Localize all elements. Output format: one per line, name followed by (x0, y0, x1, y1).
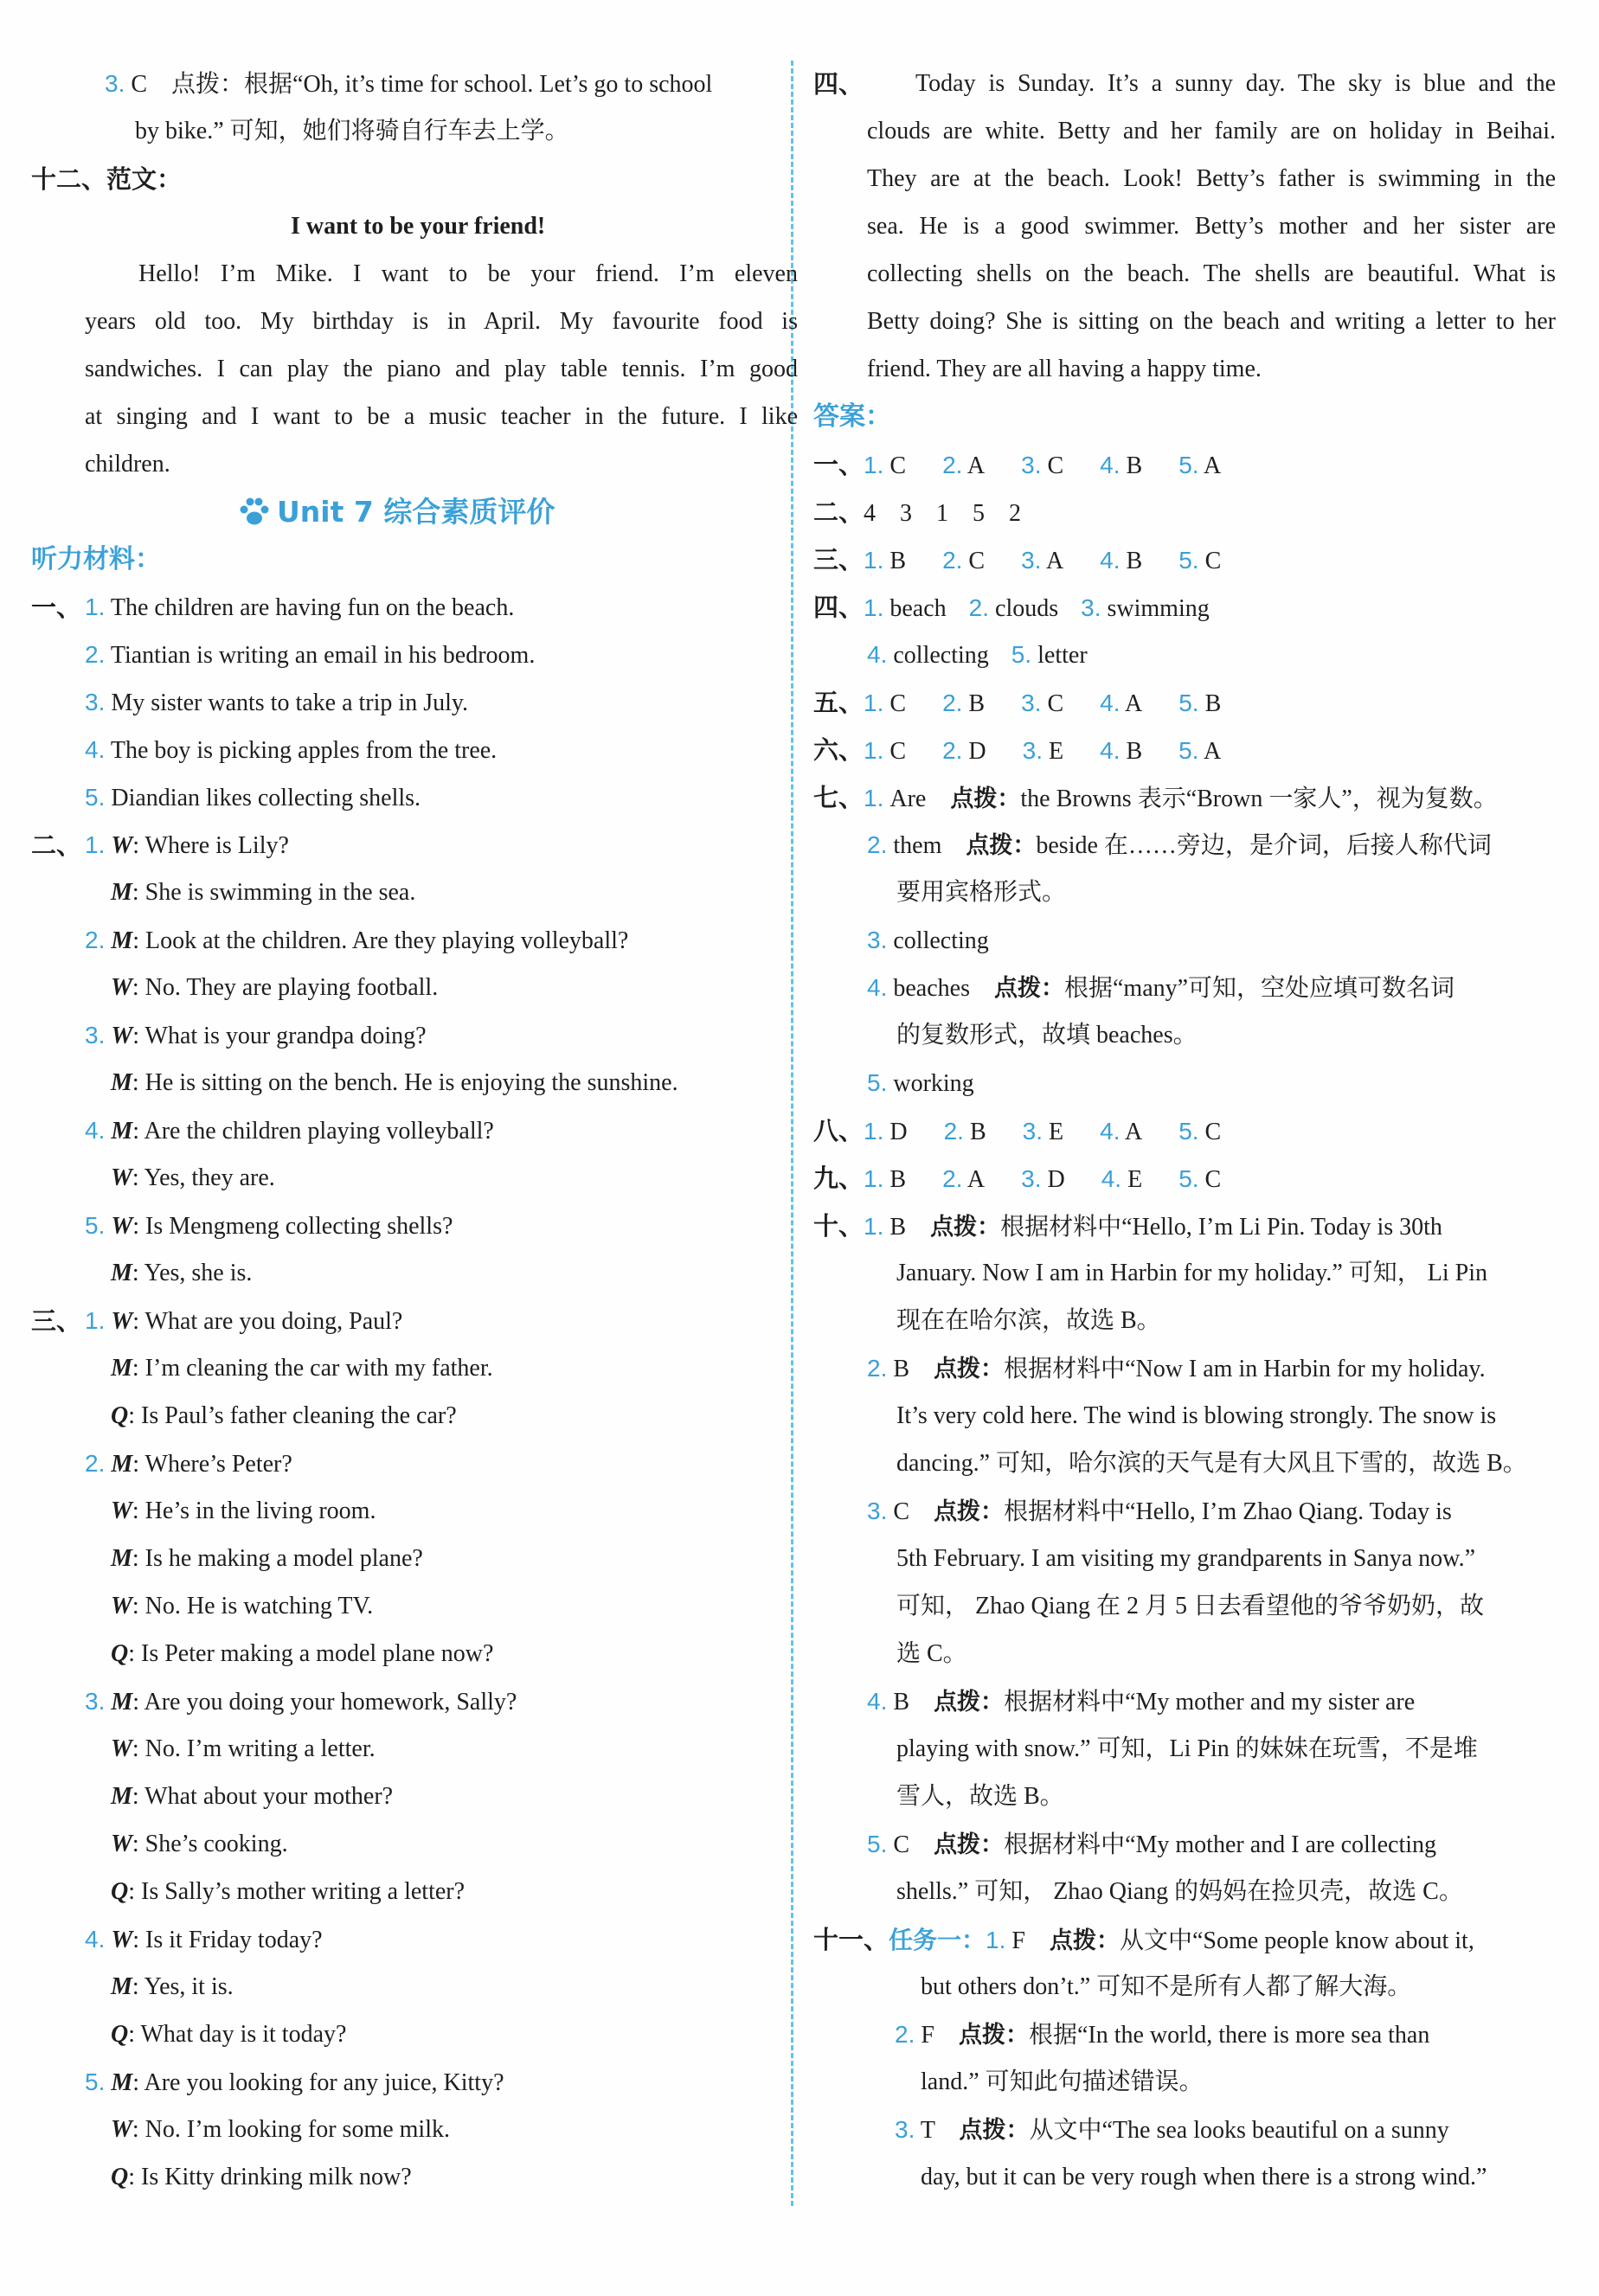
dialogue-line: 3. M: Are you doing your homework, Sally? (85, 1688, 517, 1716)
answer-row: 2. B 点拨：根据材料中“Now I am in Harbin for my holiday. (867, 1355, 1486, 1382)
answer-line: dancing.” 可知，哈尔滨的天气是有大风且下雪的，故选 B。 (896, 1450, 1527, 1477)
dialogue-line: Q: Is Kitty drinking milk now? (111, 2164, 412, 2190)
answer-row: 五、1. C 2. B 3. C 4. A 5. B (813, 688, 1222, 717)
essay-title: I want to be your friend! (291, 213, 546, 240)
answer-row: 4. beaches 点拨：根据“many”可知，空处应填可数名词 (867, 974, 1455, 1002)
answers-title: 答案： (813, 401, 891, 432)
section-label: 三、 (31, 1306, 82, 1336)
answer-text: C 点拨：根据“Oh, it’s time for school. Let’s go to school (131, 71, 713, 98)
answer-line: 选 C。 (896, 1640, 967, 1667)
list-item: 1. The children are having fun on the beach. (85, 593, 515, 621)
passage-line: friend. They are all having a happy time. (867, 356, 1262, 382)
dialogue-line: M: I’m cleaning the car with my father. (111, 1355, 493, 1382)
answer-row: 5. C 点拨：根据材料中“My mother and I are collecting (867, 1831, 1437, 1858)
dialogue-line: M: What about your mother? (111, 1783, 394, 1810)
answer-row: 4. collecting 5. letter (867, 641, 1088, 669)
dialogue-line: 3. W: What is your grandpa doing? (85, 1022, 427, 1049)
answer-row: 2. F 点拨：根据“In the world, there is more sea than (895, 2021, 1430, 2049)
answer-line: 可知， Zhao Qiang 在 2 月 5 日去看望他的爷爷奶奶，故 (896, 1593, 1484, 1619)
answer-row: 3. collecting (867, 927, 989, 954)
answer-line: 5th February. I am visiting my grandparents in Sanya now.” (896, 1545, 1476, 1572)
essay-line: children. (85, 451, 170, 478)
dialogue-line: 4. M: Are the children playing volleyball? (85, 1117, 494, 1145)
answer-line: playing with snow.” 可知，Li Pin 的妹妹在玩雪，不是堆 (896, 1735, 1478, 1762)
answer-line: 要用宾格形式。 (896, 879, 1067, 906)
essay-line: sandwiches. I can play the piano and play table tennis. I’m good (85, 356, 798, 382)
passage-line: Today is Sunday. It’s a sunny day. The sky is blue and the (915, 70, 1556, 97)
dialogue-line: Q: What day is it today? (111, 2021, 347, 2048)
answer-line: It’s very cold here. The wind is blowing strongly. The snow is (896, 1402, 1497, 1429)
answer-line: day, but it can be very rough when there is a strong wind.” (921, 2164, 1487, 2190)
answer-row: 5. working (867, 1069, 974, 1097)
answer-line: but others don’t.” 可知不是所有人都了解大海。 (921, 1973, 1412, 2000)
dialogue-line: W: No. I’m looking for some milk. (111, 2116, 450, 2143)
dialogue-line: 5. W: Is Mengmeng collecting shells? (85, 1212, 453, 1240)
answer-row: 二、4 3 1 5 2 (813, 497, 1022, 527)
dialogue-line: 1. W: What are you doing, Paul? (85, 1307, 403, 1335)
dialogue-line: W: No. He is watching TV. (111, 1593, 374, 1619)
essay-line: Hello! I’m Mike. I want to be your friend. I’m eleven (138, 260, 798, 287)
answer-row: 四、1. beach 2. clouds 3. swimming (813, 593, 1210, 622)
answer-line: January. Now I am in Harbin for my holiday.” 可知， Li Pin (896, 1260, 1488, 1286)
dialogue-line: W: No. I’m writing a letter. (111, 1735, 376, 1762)
dialogue-line: 2. M: Look at the children. Are they playing volleyball? (85, 927, 629, 954)
answer-line: 的复数形式，故填 beaches。 (896, 1022, 1198, 1049)
answer-row: 十、1. B 点拨：根据材料中“Hello, I’m Li Pin. Today is 30th (813, 1211, 1442, 1241)
dialogue-line: M: Yes, she is. (111, 1260, 253, 1286)
section-label: 一、 (31, 593, 82, 622)
answer-row: 三、1. B 2. C 3. A 4. B 5. C (813, 545, 1222, 574)
answer-row: 十一、任务一：1. F 点拨：从文中“Some people know about it, (813, 1925, 1474, 1954)
answer-line: 雪人，故选 B。 (896, 1783, 1064, 1810)
answer-row: 4. B 点拨：根据材料中“My mother and my sister are (867, 1688, 1416, 1716)
section-label: 二、 (31, 831, 82, 860)
dialogue-line: W: No. They are playing football. (111, 974, 439, 1001)
answer-line: by bike.” 可知，她们将骑自行车去上学。 (135, 118, 569, 144)
dialogue-line: 4. W: Is it Friday today? (85, 1926, 323, 1953)
dialogue-line: M: Is he making a model plane? (111, 1545, 423, 1572)
list-item: 4. The boy is picking apples from the tree. (85, 736, 498, 764)
answer-line: 现在在哈尔滨，故选 B。 (896, 1307, 1161, 1334)
dialogue-line: 1. W: Where is Lily? (85, 831, 289, 859)
list-item: 5. Diandian likes collecting shells. (85, 784, 421, 811)
answer-row: 2. them 点拨：beside 在……旁边，是介词，后接人称代词 (867, 831, 1492, 859)
essay-line: at singing and I want to be a music teacher in the future. I like (85, 403, 798, 430)
passage-line: collecting shells on the beach. The shells are beautiful. What is (867, 260, 1556, 287)
passage-line: clouds are white. Betty and her family are on holiday in Beihai. (867, 118, 1556, 144)
dialogue-line: W: He’s in the living room. (111, 1498, 376, 1524)
answer-row: 3. C 点拨：根据材料中“Hello, I’m Zhao Qiang. Today is (867, 1498, 1452, 1525)
section-label: 四、 (813, 69, 864, 99)
paw-icon (239, 497, 270, 526)
answer-line: shells.” 可知， Zhao Qiang 的妈妈在捡贝壳，故选 C。 (896, 1878, 1463, 1905)
passage-line: Betty doing? She is sitting on the beach and writing a letter to her (867, 308, 1556, 335)
list-item: 2. Tiantian is writing an email in his bedroom. (85, 641, 536, 669)
list-item: 3. My sister wants to take a trip in July. (85, 689, 469, 716)
dialogue-line: M: She is swimming in the sea. (111, 879, 416, 906)
answer-row: 六、1. C 2. D 3. E 4. B 5. A (813, 735, 1222, 765)
dialogue-line: 5. M: Are you looking for any juice, Kitty? (85, 2068, 504, 2096)
dialogue-line: M: Yes, it is. (111, 1973, 234, 2000)
answer-row: 九、1. B 2. A 3. D 4. E 5. C (813, 1164, 1222, 1193)
passage-line: They are at the beach. Look! Betty’s father is swimming in the (867, 165, 1556, 192)
section-title: 听力材料： (31, 544, 161, 574)
dialogue-line: Q: Is Peter making a model plane now? (111, 1640, 494, 1667)
answer-line: land.” 可知此句描述错误。 (921, 2068, 1204, 2095)
answer-row: 一、1. C 2. A 3. C 4. B 5. A (813, 450, 1222, 479)
dialogue-line: 2. M: Where’s Peter? (85, 1450, 292, 1478)
dialogue-line: Q: Is Sally’s mother writing a letter? (111, 1878, 466, 1905)
dialogue-line: M: He is sitting on the bench. He is enjoying the sunshine. (111, 1069, 678, 1096)
answer-row: 七、1. Are 点拨：the Browns 表示“Brown 一家人”，视为复数。 (813, 783, 1498, 812)
section-label: 十二、范文： (31, 164, 183, 194)
passage-line: sea. He is a good swimmer. Betty’s mother and her sister are (867, 213, 1556, 240)
dialogue-line: W: Yes, they are. (111, 1164, 275, 1191)
dialogue-line: W: She’s cooking. (111, 1831, 288, 1857)
unit-title: Unit 7 综合素质评价 (239, 493, 555, 534)
dialogue-line: Q: Is Paul’s father cleaning the car? (111, 1402, 457, 1429)
answer-row: 八、1. D 2. B 3. E 4. A 5. C (813, 1116, 1222, 1145)
essay-line: years old too. My birthday is in April. My favourite food is (85, 308, 798, 335)
answer-row: 3. T 点拨：从文中“The sea looks beautiful on a sunny (895, 2116, 1449, 2144)
answer-line: 3. C 点拨：根据“Oh, it’s time for school. Let’s go to school (105, 70, 713, 98)
